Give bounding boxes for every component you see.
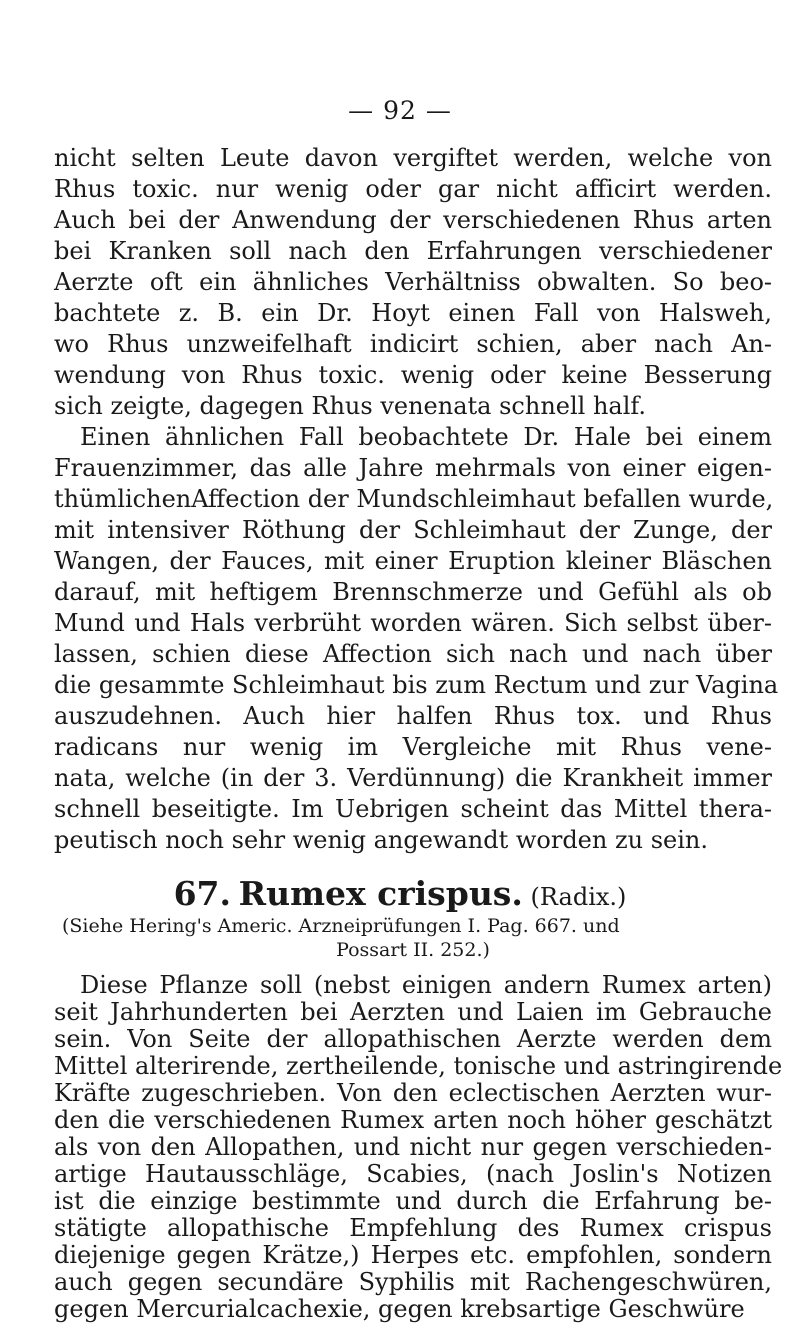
text-line: gegen Mercurialcachexie, gegen krebsartige Geschwüre	[54, 1295, 745, 1323]
text-line: Mund und Hals verbrüht worden wären. Sich selbst über-	[54, 609, 772, 637]
text-line: mit intensiver Röthung der Schleimhaut der Zunge, der	[54, 516, 772, 544]
section-number: 67.	[173, 874, 232, 913]
text-line: die gesammte Schleimhaut bis zum Rectum und zur Vagina	[54, 671, 779, 699]
text-line: als von den Allopathen, und nicht nur gegen verschieden-	[54, 1133, 772, 1161]
text-line: sich zeigte, dagegen Rhus venenata schnell half.	[54, 392, 647, 420]
text-line: radicans nur wenig im Vergleiche mit Rhus vene-	[54, 733, 772, 761]
text-line: bachtete z. B. ein Dr. Hoyt einen Fall von Halsweh,	[54, 299, 772, 327]
text-line: diejenige gegen Krätze,) Herpes etc. empfohlen, sondern	[54, 1241, 772, 1269]
text-line: peutisch noch sehr wenig angewandt worden zu sein.	[54, 826, 708, 854]
reference-line: Possart II. 252.)	[336, 939, 490, 961]
text-line: stätigte allopathische Empfehlung des Rumex crispus	[54, 1214, 772, 1242]
text-line: artige Hautausschläge, Scabies, (nach Joslin's Notizen	[54, 1160, 772, 1188]
text-line: ist die einzige bestimmte und durch die Erfahrung be-	[54, 1187, 772, 1215]
text-line: schnell beseitigte. Im Uebrigen scheint das Mittel thera-	[54, 795, 772, 823]
text-line: Aerzte oft ein ähnliches Verhältniss obwalten. So beo-	[54, 268, 772, 296]
text-line: auch gegen secundäre Syphilis mit Rachengeschwüren,	[54, 1268, 772, 1296]
section-heading	[0, 874, 800, 913]
text-line: Rhus toxic. nur wenig oder gar nicht afficirt werden.	[54, 175, 772, 203]
text-line: wo Rhus unzweifelhaft indicirt schien, aber nach An-	[54, 330, 772, 358]
text-line: Frauenzimmer, das alle Jahre mehrmals von einer eigen-	[54, 454, 772, 482]
text-line: Mittel alterirende, zertheilende, tonische und astringirende	[54, 1052, 783, 1080]
page-number: — 92 —	[348, 96, 452, 125]
text-line: nata, welche (in der 3. Verdünnung) die Krankheit immer	[54, 764, 772, 792]
text-line: den die verschiedenen Rumex arten noch höher geschätzt	[54, 1106, 772, 1134]
text-line: Diese Pflanze soll (nebst einigen andern Rumex arten)	[80, 971, 772, 999]
text-line: Einen ähnlichen Fall beobachtete Dr. Hale bei einem	[80, 423, 772, 451]
text-line: sein. Von Seite der allopathischen Aerzte werden dem	[54, 1025, 772, 1053]
section-title: Rumex crispus.	[238, 874, 523, 913]
text-line: Kräfte zugeschrieben. Von den eclectischen Aerzten wur-	[54, 1079, 772, 1107]
text-line: Wangen, der Fauces, mit einer Eruption kleiner Bläschen	[54, 547, 772, 575]
text-line: seit Jahrhunderten bei Aerzten und Laien im Gebrauche	[54, 998, 772, 1026]
section-part: (Radix.)	[530, 883, 627, 911]
text-line: wendung von Rhus toxic. wenig oder keine Besserung	[54, 361, 772, 389]
text-line: nicht selten Leute davon vergiftet werden, welche von	[54, 144, 772, 172]
text-line: bei Kranken soll nach den Erfahrungen verschiedener	[54, 237, 772, 265]
text-line: auszudehnen. Auch hier halfen Rhus tox. und Rhus	[54, 702, 772, 730]
text-line: Auch bei der Anwendung der verschiedenen Rhus arten	[54, 206, 772, 234]
text-line: thümlichenAffection der Mundschleimhaut befallen wurde,	[54, 485, 774, 513]
reference-line: (Siehe Hering's Americ. Arzneiprüfungen I. Pag. 667. und	[62, 915, 620, 937]
text-line: darauf, mit heftigem Brennschmerze und Gefühl als ob	[54, 578, 772, 606]
text-line: lassen, schien diese Affection sich nach und nach über	[54, 640, 772, 668]
